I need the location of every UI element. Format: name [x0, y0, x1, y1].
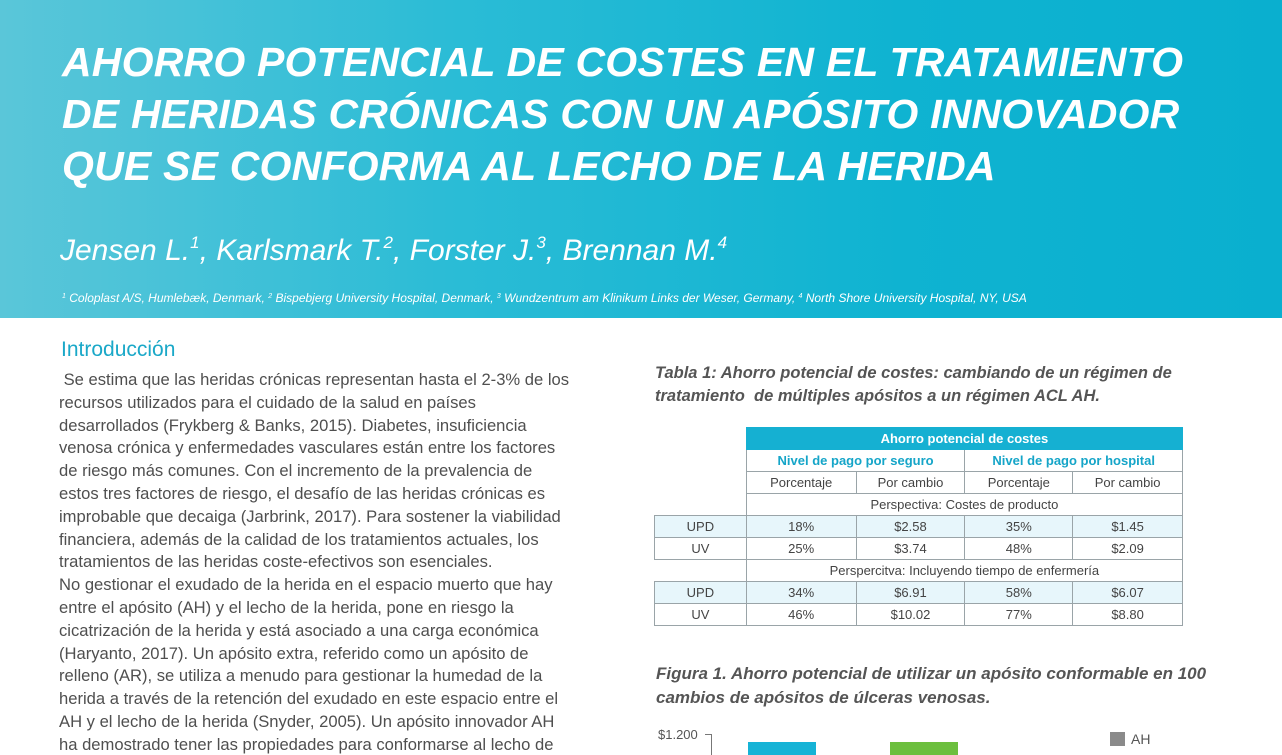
table-cell: 58% — [965, 582, 1073, 604]
chart-y-axis — [711, 734, 712, 755]
intro-heading: Introducción — [61, 338, 176, 361]
section-title: Perspectiva: Costes de producto — [746, 494, 1182, 516]
affil-text: North Shore University Hospital, NY, USA — [805, 291, 1027, 305]
table-cell: 48% — [965, 538, 1073, 560]
table-cell: $10.02 — [856, 604, 965, 626]
chart-bar-1 — [748, 742, 816, 755]
chart-ytick-label: $1.200 — [658, 727, 698, 742]
table-cell: $6.91 — [856, 582, 965, 604]
column-header: Porcentaje — [746, 472, 856, 494]
legend-swatch — [1110, 732, 1125, 746]
author-name: Brennan M. — [562, 234, 718, 267]
affil-text: Wundzentrum am Klinikum Links der Weser, Germany, — [504, 291, 796, 305]
poster-title-line-3: QUE SE CONFORMA AL LECHO DE LA HERIDA — [62, 143, 996, 189]
table1-caption-line: tratamiento de múltiples apósitos a un régimen ACL AH. — [655, 387, 1100, 405]
intro-line: No gestionar el exudado de la herida en el espacio muerto que hay — [59, 575, 553, 595]
column-header: Porcentaje — [965, 472, 1073, 494]
intro-line: ha demostrado tener las propiedades para conformarse al lecho de — [59, 734, 554, 754]
intro-line: relleno (AR), se utiliza a menudo para gestionar la humedad de la — [59, 666, 543, 686]
intro-line: financiera, además de la calidad de los tratamientos actuales, los — [59, 529, 539, 549]
figure1-caption-line: Figura 1. Ahorro potencial de utilizar un apósito conformable en 100 — [656, 664, 1207, 683]
table-cell: 34% — [746, 582, 856, 604]
affil-sup: 1 — [62, 293, 66, 300]
chart-bar-2 — [890, 742, 958, 755]
table-cell: $1.45 — [1073, 516, 1183, 538]
author-sup: 4 — [717, 233, 728, 252]
table-cell: $2.58 — [856, 516, 965, 538]
poster-title-line-2: DE HERIDAS CRÓNICAS CON UN APÓSITO INNOVADOR — [62, 91, 1180, 137]
poster-title-line-1: AHORRO POTENCIAL DE COSTES EN EL TRATAMIENTO — [62, 39, 1184, 85]
affil-sup: 3 — [496, 293, 501, 300]
intro-line: venosa crónica y enfermedades vasculares están entre los factores — [59, 438, 556, 458]
affil-sup: 2 — [268, 293, 273, 300]
affil-text: Coloplast A/S, Humlebæk, Denmark, — [69, 291, 265, 305]
intro-line: cicatrización de la herida y está asociado a una carga económica — [59, 620, 539, 640]
table-cell: $8.80 — [1073, 604, 1183, 626]
table-cell: $2.09 — [1073, 538, 1183, 560]
intro-line: improbable que decaiga (Jarbrink, 2017). Para sostener la viabilidad — [59, 506, 561, 526]
table-cell: 18% — [746, 516, 856, 538]
affiliations — [62, 291, 1027, 305]
table-cell: $6.07 — [1073, 582, 1183, 604]
intro-line: estos tres factores de riesgo, el desafío de las heridas crónicas es — [59, 483, 546, 503]
author-name: Forster J. — [409, 234, 537, 267]
intro-line: (Haryanto, 2017). Un apósito extra, referido como un apósito de — [59, 643, 529, 663]
author-sup: 2 — [383, 233, 393, 252]
row-label: UV — [655, 538, 747, 560]
row-label: UPD — [655, 516, 747, 538]
table-cell: 25% — [746, 538, 856, 560]
affil-text: Bispebjerg University Hospital, Denmark, — [275, 291, 494, 305]
table-row — [655, 582, 1183, 604]
intro-body — [59, 369, 619, 755]
author-list: Jensen L.$^1$, Karlsmark T.$^2$, Forster J.$^3$, Brennan M.$^4$ — [60, 233, 728, 267]
intro-line: recursos utilizados para el cuidado de la salud en países — [59, 392, 476, 412]
table-cell: 77% — [965, 604, 1073, 626]
affil-sup: 4 — [798, 293, 803, 300]
table1-caption — [655, 362, 1172, 408]
table-cell: 35% — [965, 516, 1073, 538]
table-row — [655, 604, 1183, 626]
group-header-hospital: Nivel de pago por hospital — [965, 450, 1183, 472]
poster-header — [0, 0, 1282, 318]
author-sup: 3 — [536, 233, 546, 252]
table-cell: 46% — [746, 604, 856, 626]
section-title: Perspercitva: Incluyendo tiempo de enfermería — [746, 560, 1182, 582]
author-name: Karlsmark T. — [216, 234, 384, 267]
intro-line: tratamientos de las heridas coste-efectivos son esenciales. — [59, 552, 493, 572]
intro-line: de riesgo más comunes. Con el incremento de la prevalencia de — [59, 461, 533, 481]
intro-line: Se estima que las heridas crónicas representan hasta el 2-3% de los — [59, 370, 570, 389]
table-row — [655, 516, 1183, 538]
column-header: Por cambio — [1073, 472, 1183, 494]
row-label: UPD — [655, 582, 747, 604]
figure1-caption-line: cambios de apósitos de úlceras venosas. — [656, 688, 991, 707]
cost-savings-table — [654, 427, 1183, 626]
table-row — [655, 538, 1183, 560]
legend-label: AH — [1131, 731, 1151, 747]
figure1-caption — [656, 662, 1206, 710]
intro-line: desarrollados (Frykberg & Banks, 2015). Diabetes, insuficiencia — [59, 415, 527, 435]
table-cell: $3.74 — [856, 538, 965, 560]
column-header: Por cambio — [856, 472, 965, 494]
intro-line: AH y el lecho de la herida (Snyder, 2005). Un apósito innovador AH — [59, 711, 555, 731]
group-header-insurance: Nivel de pago por seguro — [746, 450, 965, 472]
table-band-header: Ahorro potencial de costes — [746, 428, 1182, 450]
intro-line: herida a través de la retención del exudado en este espacio entre el — [59, 689, 559, 709]
author-sup: 1 — [190, 233, 200, 252]
author-name: Jensen L. — [60, 234, 191, 267]
intro-line: entre el apósito (AH) y el lecho de la herida, pone en riesgo la — [59, 597, 514, 617]
table1-caption-line: Tabla 1: Ahorro potencial de costes: cambiando de un régimen de — [655, 364, 1172, 382]
row-label: UV — [655, 604, 747, 626]
